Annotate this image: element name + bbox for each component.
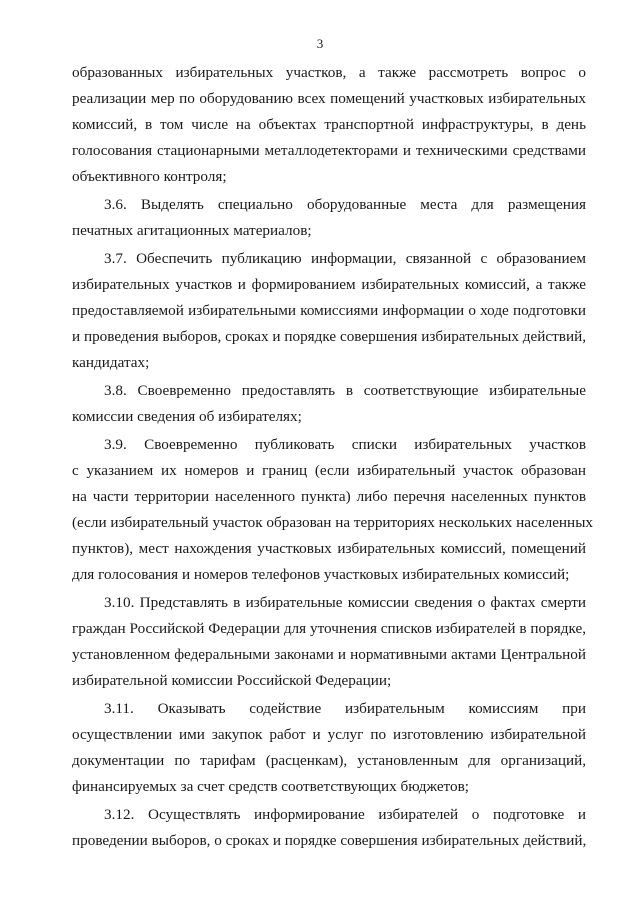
- text-line: на части территории населенного пункта) либо перечня населенных пунктов: [72, 488, 586, 505]
- text-line: финансируемых за счет средств соответствующих бюджетов;: [72, 778, 469, 795]
- paragraph: [72, 590, 586, 694]
- text-line: граждан Российской Федерации для уточнения списков избирателей в порядке,: [72, 620, 586, 637]
- paragraph: [72, 432, 593, 588]
- text-line: 3.9. Своевременно публиковать списки избирательных участков: [104, 436, 586, 453]
- text-line: 3.7. Обеспечить публикацию информации, связанной с образованием: [104, 250, 586, 267]
- text-line: 3.8. Своевременно предоставлять в соответствующие избирательные: [104, 382, 586, 399]
- text-line: объективного контроля;: [72, 168, 227, 185]
- text-line: 3.10. Представлять в избирательные комиссии сведения о фактах смерти: [104, 594, 586, 611]
- text-line: избирательных участков и формированием избирательных комиссий, а также: [72, 276, 586, 293]
- text-line: 3.12. Осуществлять информирование избирателей о подготовке и: [104, 806, 586, 823]
- paragraph: [72, 246, 586, 376]
- text-line: пунктов), мест нахождения участковых избирательных комиссий, помещений: [72, 540, 586, 557]
- paragraph: [72, 378, 586, 430]
- text-line: установленном федеральными законами и нормативными актами Центральной: [72, 646, 586, 663]
- text-line: голосования стационарными металлодетекторами и техническими средствами: [72, 142, 586, 159]
- text-line: 3.11. Оказывать содействие избирательным комиссиям при: [104, 700, 586, 717]
- text-line: образованных избирательных участков, а также рассмотреть вопрос о: [72, 64, 586, 81]
- paragraph: [72, 192, 586, 244]
- text-line: осуществлении ими закупок работ и услуг по изготовлению избирательной: [72, 726, 586, 743]
- text-line: (если избирательный участок образован на территориях нескольких населенных: [72, 514, 593, 531]
- text-line: и проведения выборов, сроках и порядке совершения избирательных действий,: [72, 328, 586, 345]
- text-line: кандидатах;: [72, 354, 150, 371]
- paragraph: [72, 802, 586, 854]
- text-line: комиссии сведения об избирателях;: [72, 408, 302, 425]
- paragraph: [72, 696, 586, 800]
- text-line: 3.6. Выделять специально оборудованные места для размещения: [104, 196, 586, 213]
- paragraph: [72, 60, 586, 190]
- text-line: печатных агитационных материалов;: [72, 222, 312, 239]
- text-line: комиссий, в том числе на объектах транспортной инфраструктуры, в день: [72, 116, 586, 133]
- text-line: реализации мер по оборудованию всех помещений участковых избирательных: [72, 90, 586, 107]
- text-line: для голосования и номеров телефонов участковых избирательных комиссий;: [72, 566, 570, 583]
- text-line: с указанием их номеров и границ (если избирательный участок образован: [72, 462, 586, 479]
- page-number: 3: [316, 36, 324, 51]
- text-line: предоставляемой избирательными комиссиями информации о ходе подготовки: [72, 302, 586, 319]
- text-line: избирательной комиссии Российской Федерации;: [72, 672, 392, 689]
- document-body: [72, 60, 593, 854]
- text-line: проведении выборов, о сроках и порядке совершения избирательных действий,: [72, 832, 587, 849]
- text-line: документации по тарифам (расценкам), установленным для организаций,: [72, 752, 586, 769]
